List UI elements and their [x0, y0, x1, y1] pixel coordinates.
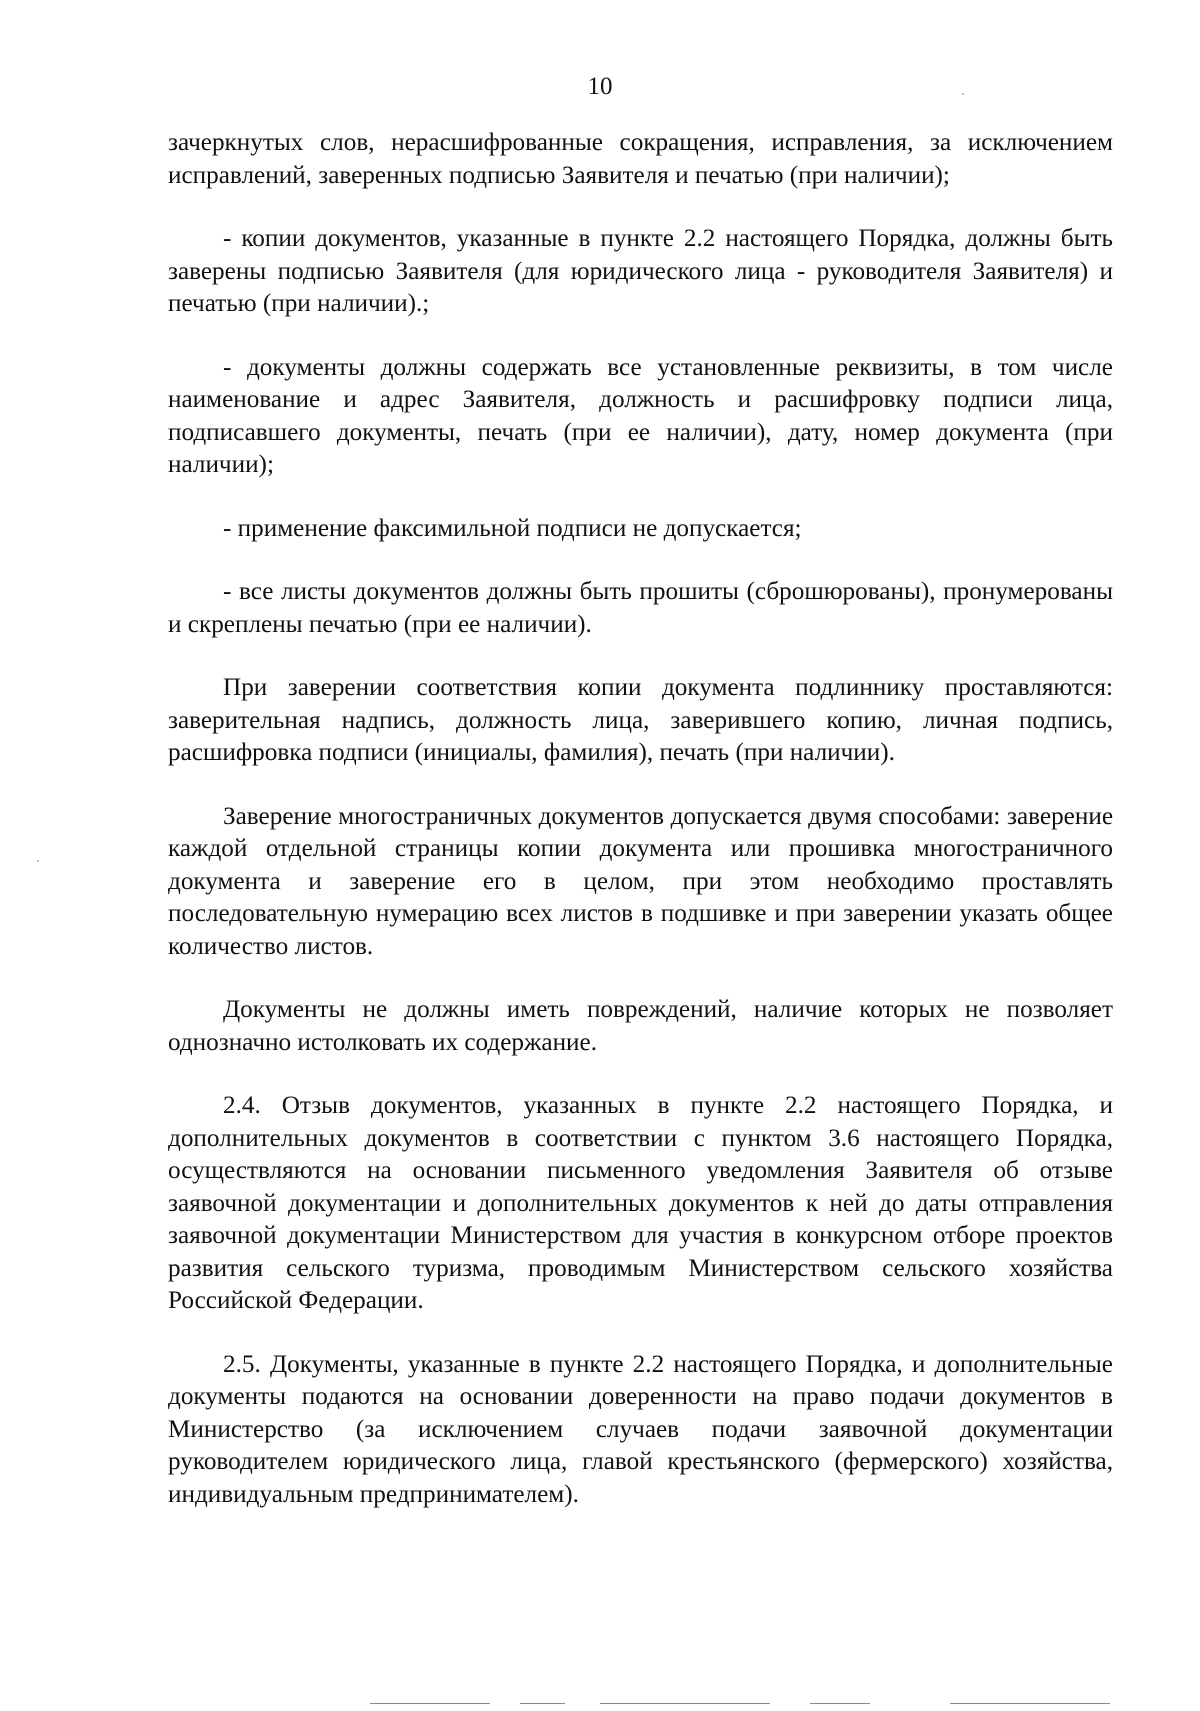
scan-artifact-line — [810, 1703, 870, 1704]
paragraph-requisites: - документы должны содержать все установленные реквизиты, в том числе наименование и адрес Заявителя, должность и расшифровку подписи лица, подписавшего документы, печать (при ее наличии), дату, номер документа (при наличии); — [168, 353, 1113, 478]
scan-artifact-line — [520, 1703, 565, 1704]
scan-artifact-line — [370, 1703, 490, 1704]
paragraph-copy-certification: При заверении соответствия копии документа подлиннику проставляются: заверительная надпись, должность лица, заверившего копию, личная подпись, расшифровка подписи (инициалы, фамилия), печать (при наличии). — [168, 674, 1113, 766]
paragraph-sheets-bound: - все листы документов должны быть прошиты (сброшюрованы), пронумерованы и скреплены печатью (при ее наличии). — [168, 578, 1113, 638]
paragraph-copies-certified: - копии документов, указанные в пункте 2.2 настоящего Порядка, должны быть заверены подписью Заявителя (для юридического лица - руководителя Заявителя) и печатью (при наличии).; — [168, 225, 1113, 317]
paragraph-facsimile: - применение факсимильной подписи не допускается; — [223, 514, 802, 542]
page-number: 10 — [587, 73, 613, 100]
scan-artifact-dot — [37, 860, 39, 862]
scan-artifact-dot — [962, 93, 964, 95]
scan-artifact-line — [600, 1703, 770, 1704]
scan-artifact-line — [950, 1703, 1110, 1704]
paragraph-no-damage: Документы не должны иметь повреждений, наличие которых не позволяет однозначно истолковать их содержание. — [168, 996, 1113, 1056]
paragraph-multipage-certification: Заверение многостраничных документов допускается двумя способами: заверение каждой отдельной страницы копии документа или прошивка многостраничного документа и заверение его в целом, при этом необходимо проставлять последовательную нумерацию всех листов в подшивке и при заверении указать общее количество листов. — [168, 802, 1113, 960]
paragraph-continuation: зачеркнутых слов, нерасшифрованные сокращения, исправления, за исключением исправлений, заверенных подписью Заявителя и печатью (при наличии); — [168, 129, 1113, 189]
body-text — [168, 127, 1113, 1542]
paragraph-2-5: 2.5. Документы, указанные в пункте 2.2 настоящего Порядка, и дополнительные документы подаются на основании доверенности на право подачи документов в Министерство (за исключением случаев подачи заявочной документации руководителем юридического лица, главой крестьянского (фермерского) хозяйства, индивидуальным предпринимателем). — [168, 1350, 1113, 1508]
paragraph-2-4: 2.4. Отзыв документов, указанных в пункте 2.2 настоящего Порядка, и дополнительных документов в соответствии с пунктом 3.6 настоящего Порядка, осуществляются на основании письменного уведомления Заявителя об отзыве заявочной документации и дополнительных документов к ней до даты отправления заявочной документации Министерством для участия в конкурсном отборе проектов развития сельского туризма, проводимым Министерством сельского хозяйства Российской Федерации. — [168, 1092, 1113, 1314]
